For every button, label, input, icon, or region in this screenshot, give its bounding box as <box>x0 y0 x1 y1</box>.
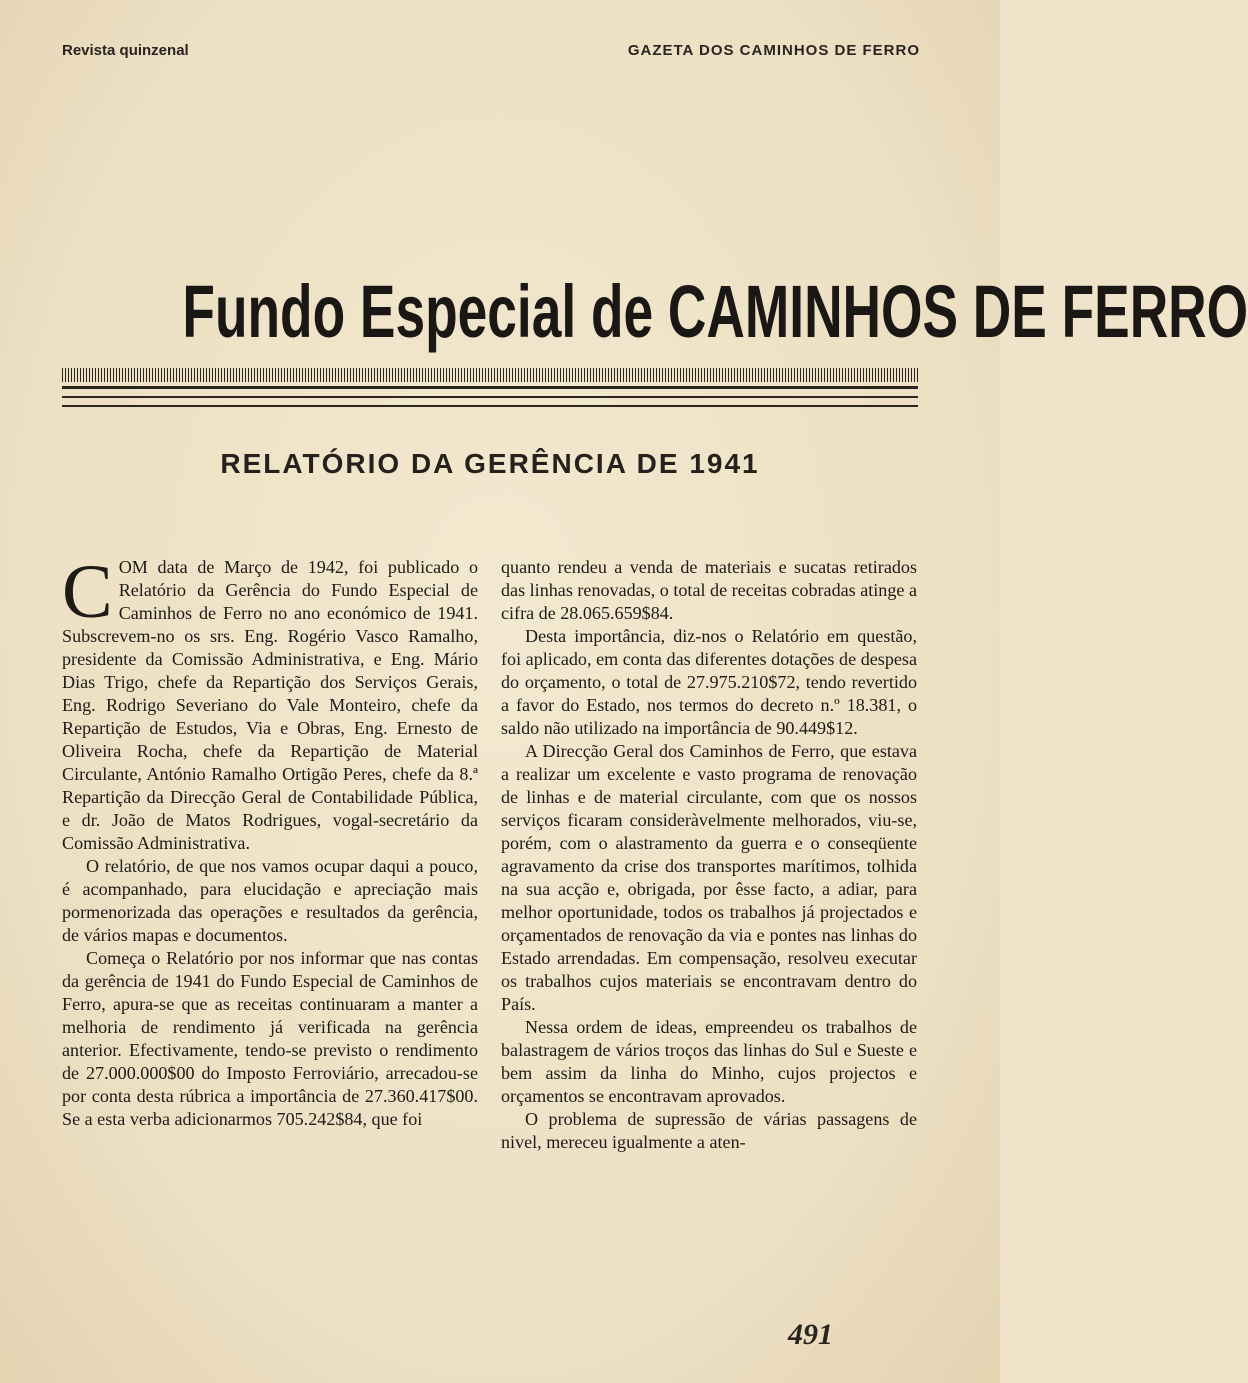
rule-line-thick <box>62 386 918 389</box>
page-number: 491 <box>788 1318 833 1351</box>
article-subtitle: RELATÓRIO DA GERÊNCIA DE 1941 <box>220 448 760 479</box>
article-title: Fundo Especial de CAMINHOS DE FERRO <box>182 270 1248 353</box>
paragraph: COM data de Março de 1942, foi publicado o Relatório da Gerência do Fundo Especial de Caminhos de Ferro no ano económico de 1941. Subscrevem-no os srs. Eng. Rogério Vasco Ramalho, presidente da Comissão Administrativa, e Eng. Mário Dias Trigo, chefe da Repartição dos Serviços Gerais, Eng. Rodrigo Severiano do Vale Monteiro, chefe da Repartição de Estudos, Via e Obras, Eng. Ernesto de Oliveira Rocha, chefe da Repartição de Material Circulante, António Ramalho Ortigão Peres, chefe da 8.ª Repartição da Direcção Geral de Contabilidade Pública, e dr. João de Matos Rodrigues, vogal-secretário da Comissão Administrativa. <box>62 550 478 853</box>
title-rule <box>62 368 918 412</box>
hatched-rule <box>62 368 918 382</box>
running-header-right: GAZETA DOS CAMINHOS DE FERRO <box>627 42 920 59</box>
column-left <box>62 550 478 1131</box>
paragraph: O relatório, de que nos vamos ocupar daqui a pouco, é acompanhado, para elucidação e apreciação mais pormenorizada das operações e resultados da gerência, de vários mapas e documentos. <box>62 856 478 945</box>
paragraph: Nessa ordem de ideas, empreendeu os trabalhos de balastragem de vários troços das linhas do Sul e Sueste e bem assim da linha do Minho, cujos projectos e orçamentos se encontravam aprovados. <box>501 1017 917 1106</box>
drop-cap: C <box>62 550 113 634</box>
rule-line <box>62 405 918 407</box>
paragraph: A Direcção Geral dos Caminhos de Ferro, que estava a realizar um excelente e vasto programa de renovação de linhas e de material circulante, com que os nossos serviços ficaram consideràvelmente melhorados, viu-se, porém, com o alastramento da guerra e o conseqüente agravamento da crise dos transportes marítimos, tolhida na sua acção e, obrigada, por êsse facto, a adiar, para melhor oportunidade, todos os trabalhos já projectados e orçamentados de renovação da via e pontes nas linhas do Estado arrendadas. Em compensação, resolveu executar os trabalhos cujos materiais se encontravam dentro do País. <box>501 741 917 1014</box>
paragraph: O problema de supressão de várias passagens de nivel, mereceu igualmente a aten- <box>501 1109 917 1152</box>
column-right <box>501 556 917 1154</box>
running-header-left: Revista quinzenal <box>62 42 189 59</box>
paragraph: Desta importância, diz-nos o Relatório em questão, foi aplicado, em conta das diferentes dotações de despesa do orçamento, o total de 27.975.210$72, tendo revertido a favor do Estado, nos termos do decreto n.º 18.381, o saldo não utilizado na importância de 90.449$12. <box>501 626 917 738</box>
paragraph: Começa o Relatório por nos informar que nas contas da gerência de 1941 do Fundo Especial de Caminhos de Ferro, apura-se que as receitas continuaram a manter a melhoria de rendimento já verificada na gerência anterior. Efectivamente, tendo-se previsto o rendimento de 27.000.000$00 do Imposto Ferroviário, arrecadou-se por conta desta rúbrica a importância de 27.360.417$00. Se a esta verba adicionarmos 705.242$84, que foi <box>62 948 478 1129</box>
rule-line <box>62 396 918 398</box>
paragraph: quanto rendeu a venda de materiais e sucatas retirados das linhas renovadas, o total de receitas cobradas atinge a cifra de 28.065.659$84. <box>501 557 917 623</box>
